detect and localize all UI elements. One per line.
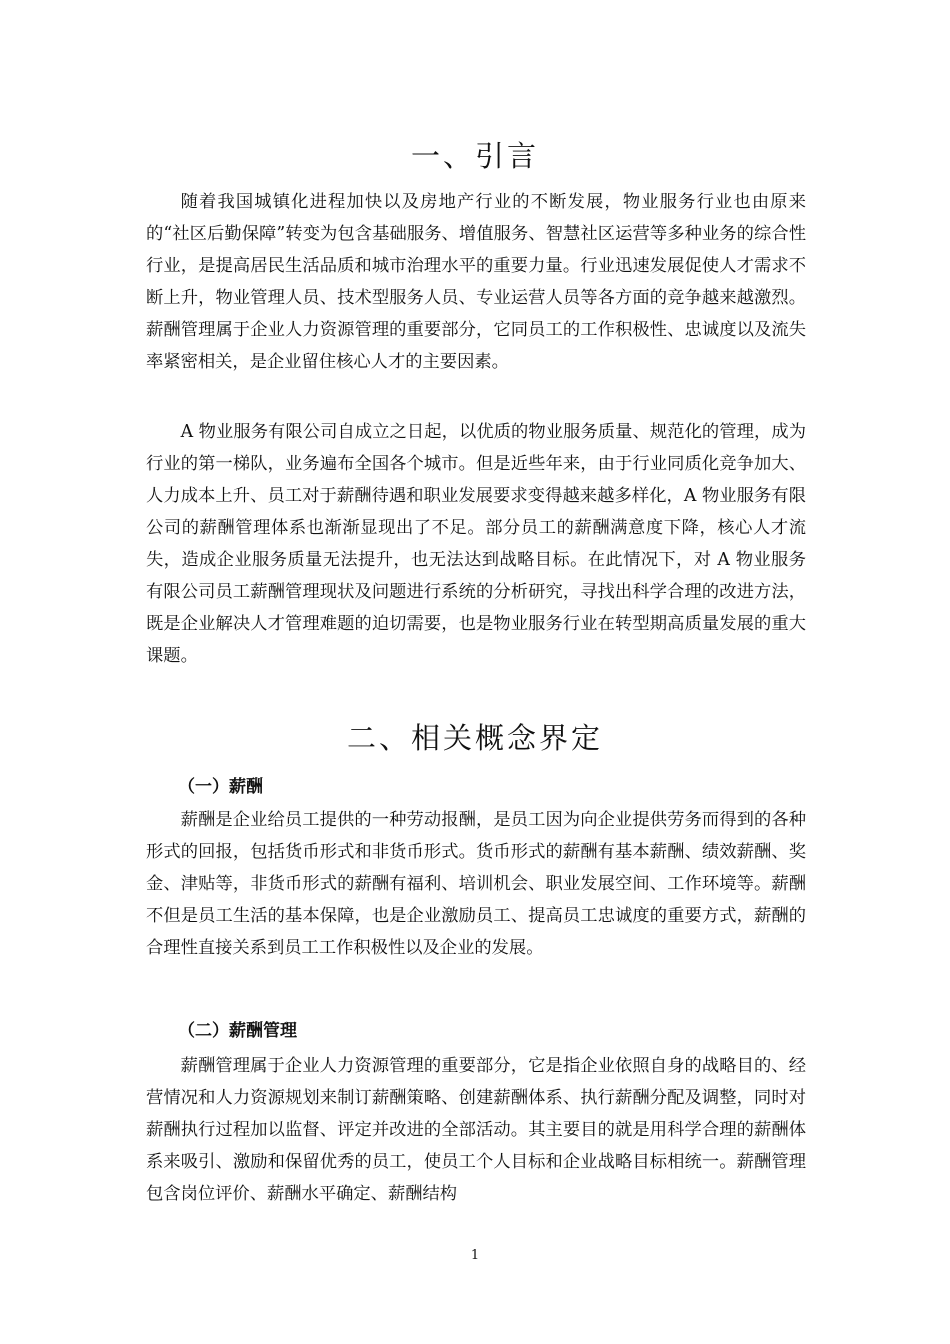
section-title-concepts: 二、相关概念界定: [346, 721, 603, 755]
page-number: 1: [470, 1248, 480, 1263]
paragraph-intro-1: 随着我国城镇化进程加快以及房地产行业的不断发展，物业服务行业也由原来的“社区后勤保障”转变为包含基础服务、增值服务、智慧社区运营等多种业务的综合性行业，是提高居民生活品质和城市治理水平的重要力量。行业迅速发展促使人才需求不断上升，物业管理人员、技术型服务人员、专业运营人员等各方面的竞争越来越激烈。薪酬管理属于企业人力资源管理的重要部分，它同员工的工作积极性、忠诚度以及流失率紧密相关，是企业留住核心人才的主要因素。: [146, 192, 806, 372]
paragraph-intro-2: A 物业服务有限公司自成立之日起，以优质的物业服务质量、规范化的管理，成为行业的第一梯队，业务遍布全国各个城市。但是近些年来，由于行业同质化竞争加大、人力成本上升、员工对于薪酬待遇和职业发展要求变得越来越多样化，A 物业服务有限公司的薪酬管理体系也渐渐显现出了不足。部分员工的薪酬满意度下降，核心人才流失，造成企业服务质量无法提升，也无法达到战略目标。在此情况下，对 A 物业服务有限公司员工薪酬管理现状及问题进行系统的分析研究，寻找出科学合理的改进方法，既是企业解决人才管理难题的迫切需要，也是物业服务行业在转型期高质量发展的重大课题。: [146, 422, 806, 666]
subsection-heading-salary: （一）薪酬: [178, 777, 263, 797]
paragraph-salary: 薪酬是企业给员工提供的一种劳动报酬，是员工因为向企业提供劳务而得到的各种形式的回报，包括货币形式和非货币形式。货币形式的薪酬有基本薪酬、绩效薪酬、奖金、津贴等，非货币形式的薪酬有福利、培训机会、职业发展空间、工作环境等。薪酬不但是员工生活的基本保障，也是企业激励员工、提高员工忠诚度的重要方式，薪酬的合理性直接关系到员工工作积极性以及企业的发展。: [146, 810, 806, 958]
paragraph-salary-management: 薪酬管理属于企业人力资源管理的重要部分，它是指企业依照自身的战略目的、经营情况和人力资源规划来制订薪酬策略、创建薪酬体系、执行薪酬分配及调整，同时对薪酬执行过程加以监督、评定并改进的全部活动。其主要目的就是用科学合理的薪酬体系来吸引、激励和保留优秀的员工，使员工个人目标和企业战略目标相统一。薪酬管理包含岗位评价、薪酬水平确定、薪酬结构: [146, 1056, 806, 1204]
subsection-heading-salary-management: （二）薪酬管理: [178, 1021, 297, 1041]
section-title-introduction: 一、引言: [410, 139, 539, 173]
